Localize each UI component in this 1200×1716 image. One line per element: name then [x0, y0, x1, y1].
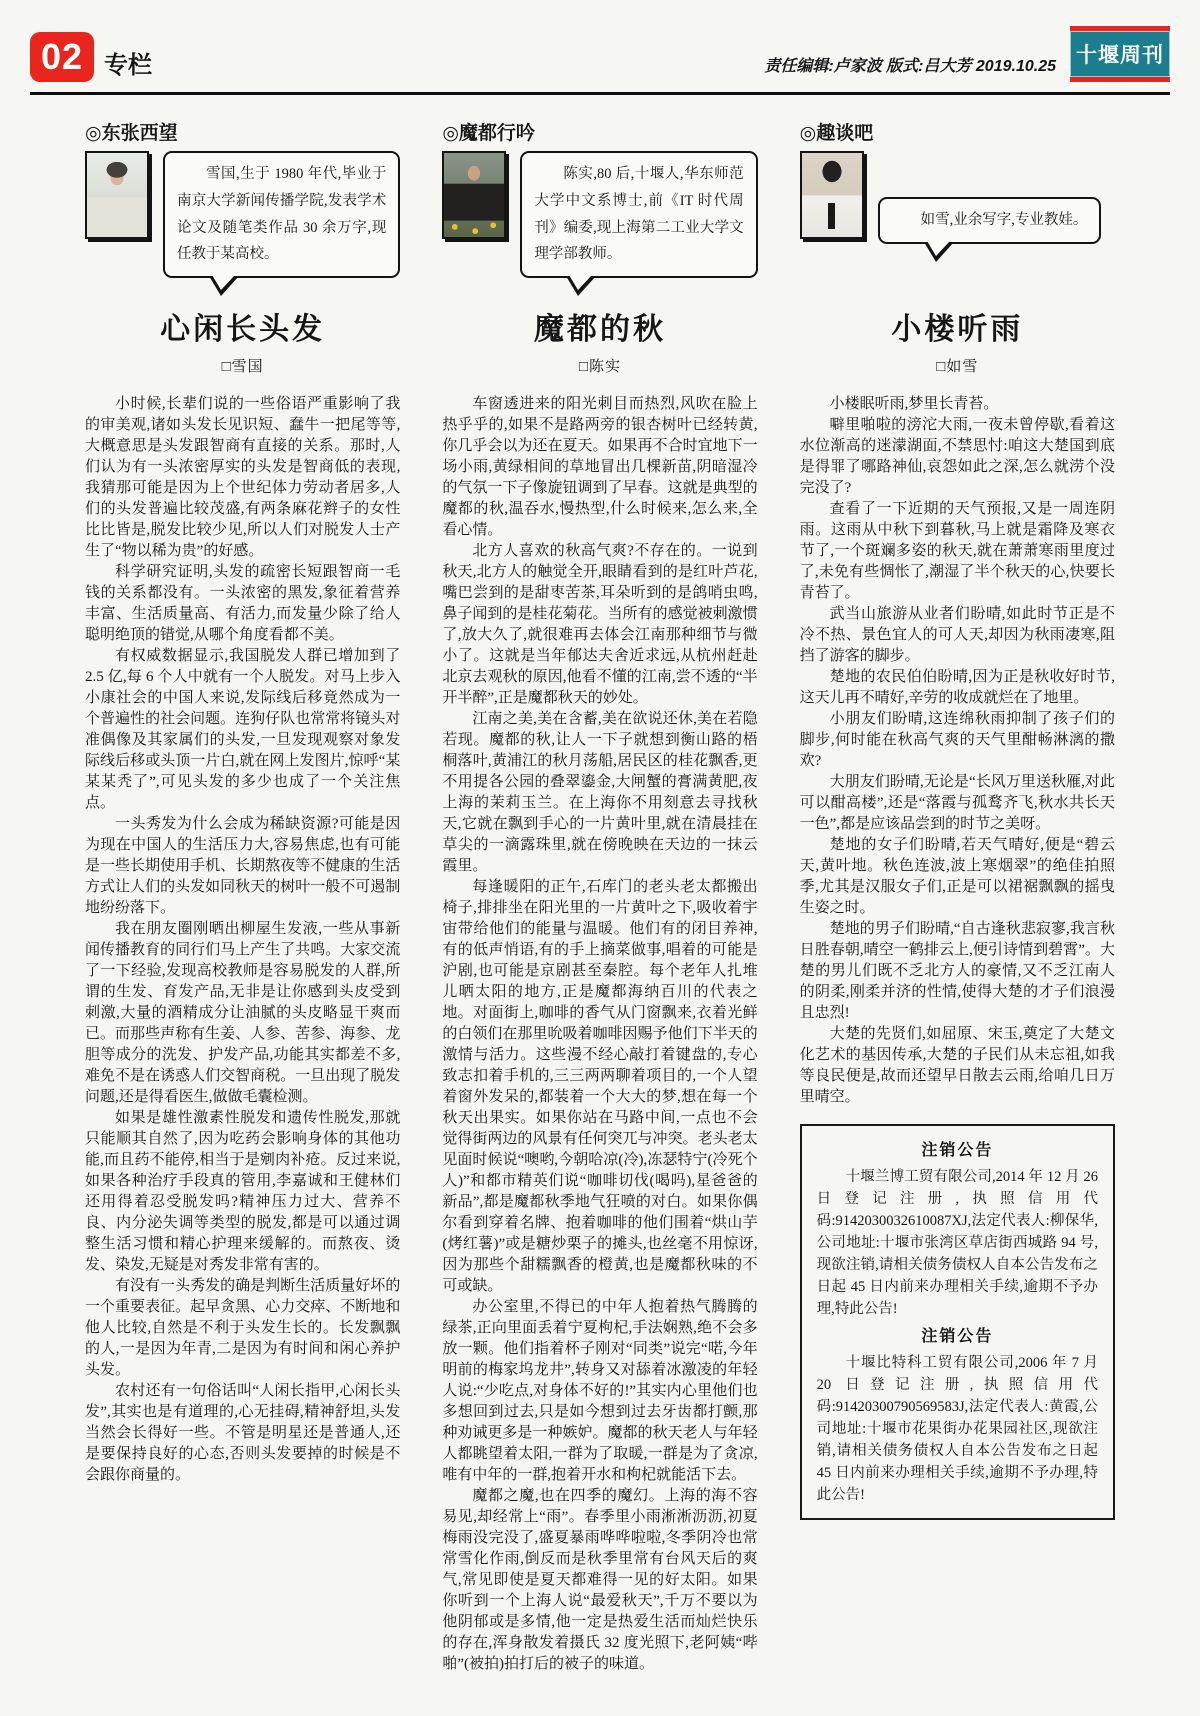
bio-speech-bubble [878, 197, 1102, 244]
paragraph: 武当山旅游从业者们盼晴,如此时节正是不冷不热、景色宜人的可人天,却因为秋雨凄寒,阻挡了游客的脚步。 [799, 606, 1115, 665]
paragraph: 有没有一头秀发的确是判断生活质量好坏的一个重要表征。起早贪黑、心力交瘁、不断地和他人比较,自然是不利于头发生长的。长发飘飘的人,一是因为年青,二是因为有时间和闲心养护头发。 [85, 1278, 401, 1379]
article-title-block [85, 304, 400, 376]
paragraph: 车窗透进来的阳光刺目而热烈,风吹在脸上热乎乎的,如果不是路两旁的银杏树叶已经转黄,你几乎会以为还在夏天。如果再不合时宜地下一场小雨,黄绿相间的草地冒出几棵新苗,阴暗湿冷的气氛一下子像旋钮调到了早春。这就是典型的魔都的秋,温吞水,慢热型,什么时候来,怎么来,全看心情。 [442, 396, 758, 539]
paragraph: 小时候,长辈们说的一些俗语严重影响了我的审美观,诸如头发长见识短、蠢牛一把尾等等,大概意思是头发跟智商有直接的关系。那时,人们认为有一头浓密厚实的头发是智商低的表现,我猜那可能是因为上个世纪体力劳动者居多,人们的头发普遍比较茂盛,有两条麻花辫子的女性比比皆是,脱发比较少见,所以人们对脱发人士产生了“物以稀为贵”的好感。 [85, 396, 401, 560]
edition-info: 责任编辑:卢家波 版式:吕大芳 2019.10.25 [764, 58, 1056, 75]
article-byline: □陈实 [578, 359, 622, 376]
author-bio-cell [85, 118, 400, 278]
article-title: 小楼听雨 [891, 313, 1024, 347]
article-title: 魔都的秋 [533, 313, 666, 347]
article-body-3 [800, 394, 1115, 1675]
paragraph: 我在朋友圈刚晒出柳屋生发液,一些从事新闻传播教育的同行们马上产生了共鸣。大家交流了一下经验,发现高校教师是容易脱发的人群,所谓的生发、育发产品,无非是让你感到头皮受到刺激,大量的酒精成分让油腻的头皮略显干爽而已。而那些声称有生姜、人参、苦参、海参、龙胆等成分的洗发、护发产品,功能其实都差不多,难免不是在诱惑人们交智商税。一旦出现了脱发问题,还是得看医生,做做毛囊检测。 [85, 921, 401, 1106]
paragraph: 有权威数据显示,我国脱发人群已增加到了 2.5 亿,每 6 个人中就有一个人脱发。对马上步入小康社会的中国人来说,发际线后移竟然成为一个普遍性的社会问题。连狗仔队也常常将镜头对准偶像及其家属们的头发,一旦发现观察对象发际线后移或头顶一片白,就在网上发图片,惊呼“某某某秃了”,可见头发的多少也成了一个关注焦点。 [85, 648, 401, 812]
paragraph: 魔都之魔,也在四季的魔幻。上海的海不容易见,却经常上“雨”。春季里小雨淅淅沥沥,初夏梅雨没完没了,盛夏暴雨哗哗啦啦,冬季阴冷也常常雪化作雨,倒反而是秋季里常有台风天后的爽气,常见即使是夏天都难得一见的好太阳。如果你听到一个上海人说“最爱秋天”,千万不要以为他阴郁或是多情,他一定是热爱生活而灿烂快乐的存在,浑身散发着摄氏 32 度光照下,老阿姨“哔啪”(被拍)拍打后的被子的味道。 [442, 1488, 758, 1673]
cancellation-notice [817, 1326, 1098, 1506]
paragraph: 如果是雄性激素性脱发和遗传性脱发,那就只能顺其自然了,因为吃药会影响身体的其他功能,而且药不能停,相当于是剜肉补疮。反过来说,如果各种治疗手段真的管用,李嘉诚和王健林们还用得着忍受脱发吗?精神压力过大、营养不良、内分泌失调等类型的脱发,都是可以通过调整生活习惯和精心护理来缓解的。而熬夜、烫发、染发,无疑是对秀发非常有害的。 [85, 1110, 401, 1274]
notice-title: 注销公告 [921, 1328, 994, 1346]
paragraph: 小朋友们盼晴,这连绵秋雨抑制了孩子们的脚步,何时能在秋高气爽的天气里酣畅淋漓的撒欢? [799, 711, 1115, 770]
paragraph: 噼里啪啦的滂沱大雨,一夜未曾停歇,看着这水位渐高的迷濛湖面,不禁思忖:咱这大楚国到底是得罪了哪路神仙,哀怨如此之深,怎么就涝个没完没了? [799, 417, 1115, 497]
notice-body: 十堰比特科工贸有限公司,2006 年 7 月 20 日登记注册,执照信用代码:91420300790569583J,法定代表人:黄霞,公司地址:十堰市花果街办花果园社区,现欲注销,请相关债务债权人自本公告发布之日起 45 日内前来办理相关手续,逾期不予办理,特此公告! [816, 1355, 1098, 1504]
author-bios-row [85, 118, 1115, 278]
article-title: 心闲长头发 [160, 313, 326, 347]
paragraph: 一头秀发为什么会成为稀缺资源?可能是因为现在中国人的生活压力大,容易焦虑,也有可能是一些长期使用手机、长期熬夜等不健康的生活方式让人们的头发如同秋天的树叶一般不可遏制地纷纷落下。 [85, 816, 401, 917]
author-photo [442, 151, 506, 239]
article-body-2 [442, 394, 757, 1675]
header-rule [30, 92, 1170, 95]
article-byline: □如雪 [936, 359, 979, 376]
page-content [85, 118, 1115, 1675]
author-bio-cell [442, 118, 757, 278]
bio-speech-bubble [520, 151, 757, 278]
article-title-block [800, 304, 1115, 376]
article-title-block [442, 304, 757, 376]
paragraph: 农村还有一句俗话叫“人闲长指甲,心闲长头发”,其实也是有道理的,心无挂碍,精神舒坦,头发当然会长得好一些。不管是明星还是普通人,还是要保持良好的心态,否则头发要掉的时候是不会跟你商量的。 [85, 1383, 401, 1484]
notice-body: 十堰兰博工贸有限公司,2014 年 12 月 26 日登记注册,执照信用代码:9142030032610087XJ,法定代表人:柳保华,公司地址:十堰市张湾区草店街西城路 94 号,现欲注销,请相关债务债权人自本公告发布之日起 45 日内前来办理相关手续,逾期不予办理,特此公告! [816, 1169, 1098, 1318]
paragraph: 大朋友们盼晴,无论是“长风万里送秋雁,对此可以酣高楼”,还是“落霞与孤鹜齐飞,秋水共长天一色”,都是应该品尝到的时节之美呀。 [799, 774, 1115, 833]
cancellation-notice [817, 1140, 1098, 1320]
paragraph: 楚地的女子们盼晴,若天气晴好,便是“碧云天,黄叶地。秋色连波,波上寒烟翠”的绝佳拍照季,尤其是汉服女子们,正是可以裙裾飘飘的摇曳生姿之时。 [799, 837, 1115, 917]
page-header [30, 24, 1170, 82]
paragraph: 楚地的农民伯伯盼晴,因为正是秋收好时节,这天儿再不晴好,辛劳的收成就烂在了地里。 [799, 669, 1115, 707]
paragraph: 楚地的男子们盼晴,“自古逢秋悲寂寥,我言秋日胜春朝,晴空一鹤排云上,便引诗情到碧霄”。大楚的男儿们既不乏北方人的豪情,又不乏江南人的阴柔,刚柔并济的性情,使得大楚的才子们浪漫且忠烈! [799, 921, 1115, 1022]
author-bio-cell [800, 118, 1115, 278]
paragraph: 江南之美,美在含蓄,美在欲说还休,美在若隐若现。魔都的秋,让人一下子就想到衡山路的梧桐落叶,黄浦江的秋月荡船,居民区的桂花飘香,更不用提各公园的叠翠鎏金,大闸蟹的膏满黄肥,夜上海的茉莉玉兰。在上海你不用刻意去寻找秋天,它就在飘到手心的一片黄叶里,就在清晨挂在草尖的一滴露珠里,就在傍晚映在天边的一抹云霞里。 [442, 711, 758, 875]
column-channel-label: ◎东张西望 [85, 123, 178, 144]
article-byline: □雪国 [221, 359, 264, 376]
author-photo [85, 151, 149, 239]
page-number-badge: 02 [30, 32, 94, 82]
paragraph: 科学研究证明,头发的疏密长短跟智商一毛钱的关系都没有。一头浓密的黑发,象征着营养丰富、生活质量高、有活力,而发量少除了给人聪明绝顶的错觉,从哪个角度看都不美。 [85, 564, 401, 644]
paragraph: 查看了一下近期的天气预报,又是一周连阴雨。这雨从中秋下到暮秋,马上就是霜降及寒衣节了,一个斑斓多姿的秋天,就在萧萧寒雨里度过了,未免有些惆怅了,潮湿了半个秋天的心,快要长青苔了。 [799, 501, 1115, 602]
bio-text: 雪国,生于 1980 年代,毕业于南京大学新闻传播学院,发表学术论文及随笔类作品 30 余万字,现任教于某高校。 [177, 166, 387, 263]
article-body-1 [85, 394, 400, 1675]
article-titles-row [85, 304, 1115, 376]
cancellation-notice-box [800, 1124, 1115, 1520]
bio-text: 如雪,业余写字,专业教娃。 [920, 212, 1088, 228]
bio-text: 陈实,80 后,十堰人,华东师范大学中文系博士,前《IT 时代周刊》编委,现上海第二工业大学文理学部教师。 [534, 166, 744, 263]
notice-title: 注销公告 [921, 1142, 994, 1160]
paragraph: 小楼眠听雨,梦里长青苔。 [829, 396, 999, 413]
paragraph: 每逢暖阳的正午,石库门的老头老太都搬出椅子,排排坐在阳光里的一片黄叶之下,吸收着宇宙带给他们的能量与温暖。他们有的闭目养神,有的低声悄语,有的手上摘菜做事,唱着的可能是沪剧,也可能是京剧甚至秦腔。每个老年人扎堆儿晒太阳的地方,正是魔都海纳百川的代表之地。对面街上,咖啡的香气从门窗飘来,衣着光鲜的白领们在那里吮吸着咖啡因赐予他们下半天的激情与活力。这些漫不经心敲打着键盘的,专心致志扣着手机的,三三两两聊着项目的,一个人望着窗外发呆的,都装着一个大大的梦,想在每一个秋天出果实。如果你站在马路中间,一点也不会觉得街两边的风景有任何突兀与冲突。老头老太见面时候说“噢哟,今朝哈凉(冷),冻瑟特宁(冷死个人)”和都市精英们说“咖啡切伐(喝吗),星爸爸的新品”,都是魔都秋季地气狂喷的对白。如果你偶尔看到穿着名牌、抱着咖啡的他们围着“烘山芋(烤红薯)”或是糖炒栗子的摊头,也丝毫不用惊讶,因为那些个甜糯飘香的橙黄,也是魔都秋味的不可或缺。 [442, 879, 758, 1295]
article-bodies-row [85, 394, 1115, 1675]
paragraph: 大楚的先贤们,如屈原、宋玉,奠定了大楚文化艺术的基因传承,大楚的子民们从未忘祖,如我等良民便是,故而还望早日散去云雨,给咱几日万里晴空。 [799, 1026, 1115, 1106]
column-channel-label: ◎魔都行吟 [442, 123, 535, 144]
section-title: 专栏 [104, 52, 152, 79]
paragraph: 北方人喜欢的秋高气爽?不存在的。一说到秋天,北方人的触觉全开,眼睛看到的是红叶芦花,嘴巴尝到的是甜枣苦茶,耳朵听到的是鸽哨虫鸣,鼻子闻到的是桂花菊花。当所有的感觉被刺激惯了,放大久了,就很难再去体会江南那种细节与微小了。这就是当年郁达夫舍近求远,从杭州赶赴北京去观秋的原因,他看不懂的江南,尝不透的“半开半醉”,正是魔都秋天的妙处。 [442, 543, 758, 707]
bio-speech-bubble [163, 151, 400, 278]
column-channel-label: ◎趣谈吧 [799, 123, 874, 144]
author-photo [800, 151, 864, 239]
paragraph: 办公室里,不得已的中年人抱着热气腾腾的绿茶,正向里面丢着宁夏枸杞,手法娴熟,绝不会多放一颗。他们指着杯子刚对“同类”说完“喏,今年明前的梅家坞龙井”,转身又对舔着冰激凌的年轻人说:“少吃点,对身体不好的!”其实内心里他们也多想回到过去,只是如今想到过去牙齿都打颤,那种劝诫更多是一种嫉妒。魔都的秋天老人与年轻人都眺望着太阳,一群为了取暖,一群是为了贪凉,唯有中年的一群,抱着开水和枸杞就能活下去。 [442, 1299, 758, 1484]
masthead-logo: 十堰周刊 [1070, 26, 1170, 82]
